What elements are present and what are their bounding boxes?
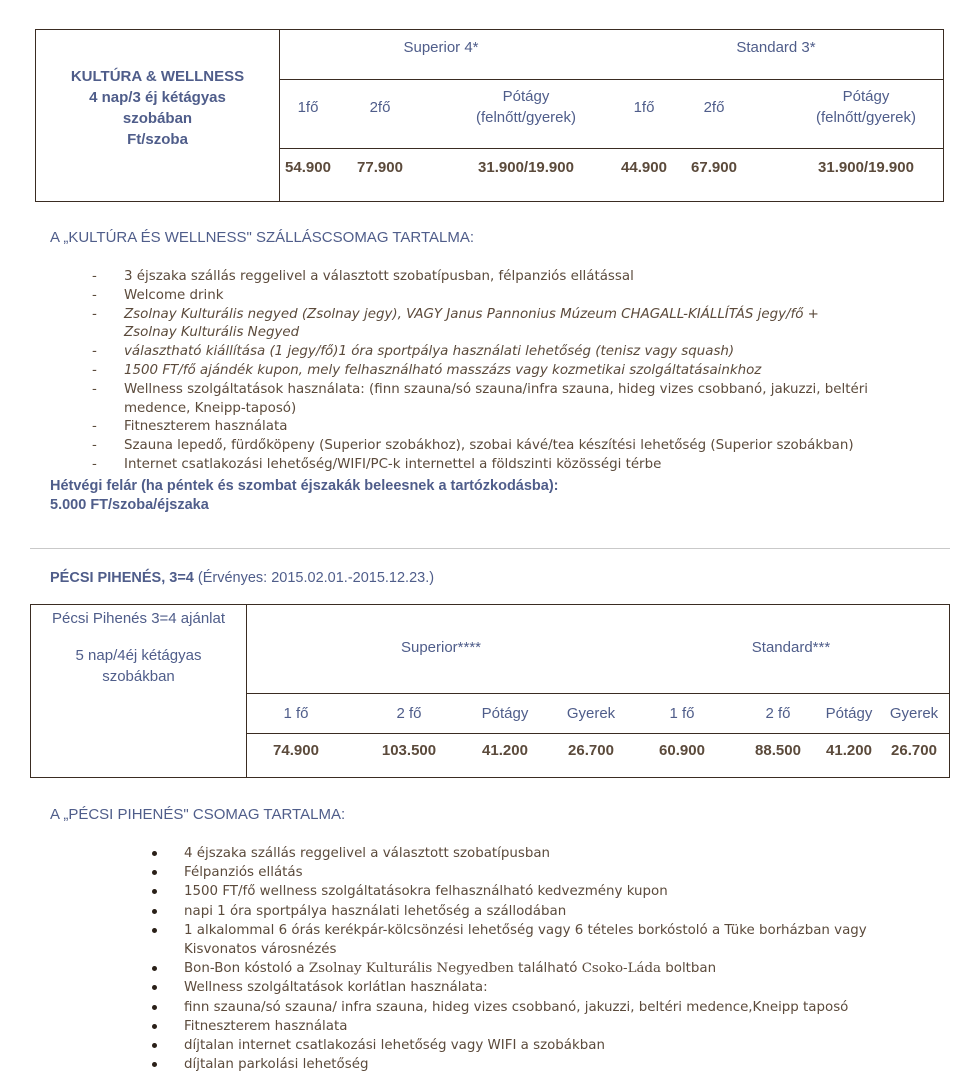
column-header: 2fő [703,99,725,116]
list-item [150,1055,950,1074]
price-cell: 44.900 [621,159,667,176]
list-item-text: Zsolnay Kulturális negyed (Zsolnay jegy), VAGY Janus Pannonius Múzeum CHAGALL-KIÁLLÍTÁS jegy/fő + [124,306,819,322]
divider [279,79,943,80]
table-label [36,66,279,150]
list-item-text: Zsolnay Kulturális Negyed [124,325,300,341]
table-label [31,645,246,687]
table-label-line: szobában [122,110,193,127]
table-label-line: 5 nap/4éj kétágyas [75,647,202,664]
list-item [150,863,950,882]
pecsi-pihenes-price-table [30,604,950,778]
list-item-text: Wellness szolgáltatások használata: (finn szauna/só szauna/infra szauna, hideg vizes csobbanó, jakuzzi, beltéri [124,381,868,397]
list-item [150,959,950,978]
list-item: - Fitneszterem használata [92,419,288,435]
list-item [150,1036,950,1055]
list-item-text: Félpanziós ellátás [184,865,303,881]
list-item-text: díjtalan internet csatlakozási lehetőség vagy WIFI a szobákban [184,1038,605,1054]
price-cell: 31.900/19.900 [478,159,574,176]
list-item-text: Zsolnay Kulturális Negyedben [308,961,514,977]
column-header: 1fő [297,99,319,116]
column-header-line: (felnőtt/gyerek) [815,109,917,126]
divider [279,148,943,149]
weekend-surcharge-value: 5.000 FT/szoba/éjszaka [50,497,209,513]
section-title: A „KULTÚRA ÉS WELLNESS" SZÁLLÁSCSOMAG TARTALMA: [50,229,475,246]
bullet-icon [152,909,157,914]
list-item: - Welcome drink [92,287,224,303]
list-item-continuation [150,940,950,959]
table-label-line: KULTÚRA & WELLNESS [70,68,245,85]
list-item-text: napi 1 óra sportpálya használati lehetőség a szállodában [184,903,567,919]
price-cell: 88.500 [755,742,801,759]
column-header: 2 fő [765,705,791,722]
section-title: A „PÉCSI PIHENÉS" CSOMAG TARTALMA: [50,806,346,823]
offer-validity: (Érvényes: 2015.02.01.-2015.12.23.) [193,570,435,586]
list-item-text: Fitneszterem használata [124,419,288,435]
list-item [150,998,950,1017]
group-header-standard: Standard 3* [736,39,816,56]
list-item-text: Bon-Bon kóstoló a [184,961,309,977]
price-cell: 60.900 [659,742,705,759]
bullet-icon [152,870,157,875]
offer-title: PÉCSI PIHENÉS, 3=4 [50,570,194,586]
list-item [150,921,950,940]
offer-name: Pécsi Pihenés 3=4 ajánlat [51,610,226,627]
price-cell: 103.500 [381,742,437,759]
bullet-icon [152,928,157,933]
price-cell: 41.200 [482,742,528,759]
list-item-text: finn szauna/só szauna/ infra szauna, hideg vizes csobbanó, jakuzzi, beltéri medence,Kneipp taposó [184,999,849,1015]
list-item-text: Welcome drink [124,287,224,303]
list-item: - Zsolnay Kulturális negyed (Zsolnay jegy), VAGY Janus Pannonius Múzeum CHAGALL-KIÁLLÍTÁS jegy/fő + [92,306,819,322]
column-header [776,86,956,128]
list-item-text: boltban [661,961,717,977]
column-header: Gyerek [889,705,939,722]
column-header-line: (felnőtt/gyerek) [475,109,577,126]
divider [246,733,949,734]
bullet-icon [152,851,157,856]
bullet-icon [152,1062,157,1067]
column-header: 1 fő [283,705,309,722]
list-item: - választható kiállítása (1 jegy/fő)1 óra sportpálya használati lehetőség (tenisz vagy squash) [92,344,735,360]
column-header-line: Pótágy [842,88,890,105]
table-label-line: 4 nap/3 éj kétágyas [89,89,226,106]
list-item-text: választható kiállítása (1 jegy/fő)1 óra sportpálya használati lehetőség (tenisz vagy squash) [124,344,735,360]
list-item-continuation [92,400,942,419]
bullet-icon [152,889,157,894]
price-cell: 26.700 [568,742,614,759]
list-item [150,882,950,901]
weekend-surcharge-label: Hétvégi felár (ha péntek és szombat éjszakák beleesnek a tartózkodásba): [50,478,559,494]
column-header: Gyerek [566,705,616,722]
group-header-superior: Superior**** [400,639,482,656]
price-cell: 77.900 [357,159,403,176]
price-cell: 54.900 [285,159,331,176]
list-item-text: Wellness szolgáltatások korlátlan használata: [184,980,488,996]
bullet-icon [152,985,157,990]
column-header: Pótágy [825,705,873,722]
list-item-text: Szauna lepedő, fürdőköpeny (Superior szobákhoz), szobai kávé/tea készítési lehetőség (Superior szobákban) [124,438,854,454]
list-item-text: Csoko-Láda [581,961,661,977]
column-header: 2 fő [396,705,422,722]
column-header [436,86,616,128]
list-item: - Internet csatlakozási lehetőség/WIFI/PC-k internettel a földszinti közösségi térbe [92,456,662,472]
group-header-superior: Superior 4* [403,39,479,56]
bullet-icon [152,1005,157,1010]
list-item-text: Fitneszterem használata [184,1018,348,1034]
column-header: Pótágy [481,705,529,722]
package-contents-list [150,844,950,1074]
list-item-text: 4 éjszaka szállás reggelivel a választott szobatípusban [184,846,551,861]
table-label-line: szobákban [102,668,175,685]
list-item-text: Kisvonatos városnézés [184,942,337,958]
column-header-line: Pótágy [502,88,550,105]
bullet-icon [152,1024,157,1029]
section-separator [30,548,950,549]
price-cell: 26.700 [891,742,937,759]
list-item [150,978,950,997]
group-header-standard: Standard*** [751,639,831,656]
list-item: - Wellness szolgáltatások használata: (finn szauna/só szauna/infra szauna, hideg vizes csobbanó, jakuzzi, beltéri [92,381,868,397]
list-item [150,1017,950,1036]
list-item [150,844,950,863]
bullet-icon [152,966,157,971]
price-cell: 41.200 [826,742,872,759]
list-item: - 1500 FT/fő ajándék kupon, mely felhasználható masszázs vagy kozmetikai szolgáltatásainkhoz [92,362,762,378]
list-item [150,902,950,921]
list-item-text: 1500 FT/fő ajándék kupon, mely felhasználható masszázs vagy kozmetikai szolgáltatásainkhoz [124,362,762,378]
table-label-line: Ft/szoba [127,131,188,148]
list-item-text: díjtalan parkolási lehetőség [184,1057,369,1073]
list-item-text: 1500 FT/fő wellness szolgáltatásokra felhasználható kedvezmény kupon [184,884,668,900]
list-item-continuation [92,324,942,343]
price-cell: 74.900 [273,742,319,759]
list-item-text: 3 éjszaka szállás reggelivel a választott szobatípusban, félpanziós ellátással [124,269,634,284]
list-item-text: medence, Kneipp-taposó) [124,400,297,416]
price-cell: 67.900 [691,159,737,176]
price-cell: 31.900/19.900 [818,159,914,176]
column-header: 1 fő [669,705,695,722]
list-item-text: 1 alkalommal 6 órás kerékpár-kölcsönzési lehetőség vagy 6 tételes borkóstoló a Tüke borházban vagy [184,922,867,938]
bullet-icon [152,1043,157,1048]
package-contents-list [92,268,942,475]
list-item: - Szauna lepedő, fürdőköpeny (Superior szobákhoz), szobai kávé/tea készítési lehetőség (Superior szobákban) [92,438,854,454]
column-header: 1fő [633,99,655,116]
offer-heading [50,570,434,586]
list-item-text: Internet csatlakozási lehetőség/WIFI/PC-k internettel a földszinti közösségi térbe [124,456,662,472]
list-item-text: található [513,961,582,977]
column-header: 2fő [369,99,391,116]
kultura-price-table [35,29,944,202]
divider [246,693,949,694]
list-item: - 3 éjszaka szállás reggelivel a választott szobatípusban, félpanziós ellátással [92,269,634,284]
